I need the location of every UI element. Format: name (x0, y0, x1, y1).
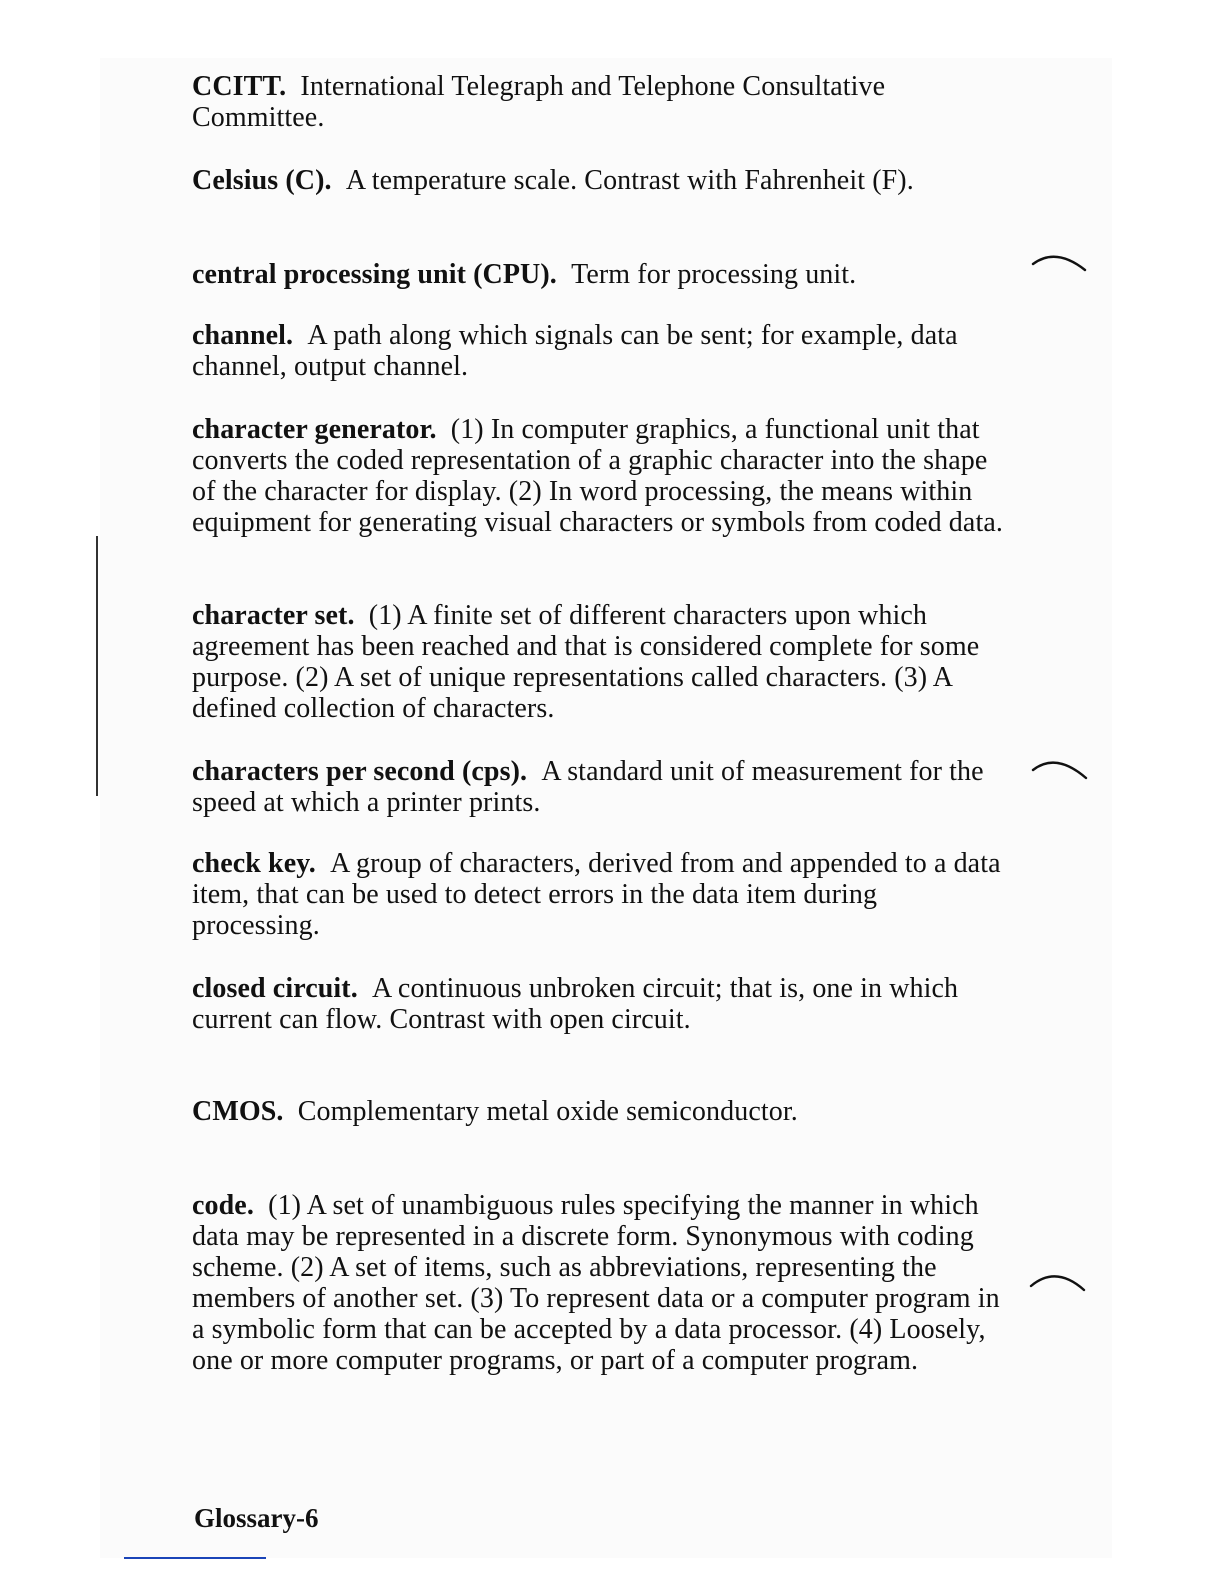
glossary-definition: A group of characters, derived from and appended to a data item, that can be used to detect errors in the data item during processing. (192, 848, 1001, 941)
glossary-definition: Term for processing unit. (571, 259, 857, 290)
glossary-entry-check-key (192, 848, 1012, 941)
glossary-entry-code (192, 1190, 1012, 1376)
glossary-entry-cmos (192, 1096, 1012, 1127)
glossary-term: code. (192, 1190, 254, 1221)
footer-rule (124, 1557, 266, 1559)
glossary-term: character generator. (192, 414, 437, 445)
binder-tab-arc-icon (1030, 250, 1090, 278)
glossary-definition: International Telegraph and Telephone Consultative Committee. (192, 71, 886, 133)
glossary-entry-ccitt (192, 71, 1012, 133)
binder-tab-arc-icon (1028, 1268, 1088, 1296)
revision-change-bar (96, 536, 98, 796)
glossary-entry-character-generator (192, 414, 1012, 538)
glossary-entry-central-processing-unit (192, 259, 1012, 290)
binder-tab-arc-icon (1030, 754, 1090, 782)
glossary-definition: A temperature scale. Contrast with Fahrenheit (F). (345, 165, 914, 196)
page-footer-label: Glossary-6 (194, 1503, 319, 1533)
glossary-term: CCITT. (192, 71, 287, 102)
glossary-term: Celsius (C). (192, 165, 332, 196)
glossary-term: CMOS. (192, 1096, 284, 1127)
glossary-definition: (1) A set of unambiguous rules specifying the manner in which data may be represented in a discrete form. Synonymous with coding scheme. (2) A set of items, such as abbreviations, representing the members of another set. (3) To represent data or a computer program in a symbolic form that can be accepted by a data processor. (4) Loosely, one or more computer programs, or part of a computer program. (192, 1190, 1000, 1376)
glossary-entry-channel (192, 320, 1012, 382)
glossary-term: closed circuit. (192, 973, 358, 1004)
glossary-entry-characters-per-second (192, 756, 1012, 818)
glossary-term: character set. (192, 600, 355, 631)
glossary-term: central processing unit (CPU). (192, 259, 557, 290)
glossary-entry-closed-circuit (192, 973, 1012, 1035)
glossary-definition: A standard unit of measurement for the speed at which a printer prints. (192, 756, 984, 818)
glossary-definition: (1) A finite set of different characters upon which agreement has been reached and that is considered complete for some purpose. (2) A set of unique representations called characters. (3) A defined collection of characters. (192, 600, 980, 724)
glossary-term: channel. (192, 320, 294, 351)
glossary-definition: (1) In computer graphics, a functional unit that converts the coded representation of a graphic character into the shape of the character for display. (2) In word processing, the means within equipment for generating visual characters or symbols from coded data. (192, 414, 1003, 538)
glossary-term: check key. (192, 848, 316, 879)
glossary-definition: A path along which signals can be sent; for example, data channel, output channel. (192, 320, 958, 382)
glossary-definition: A continuous unbroken circuit; that is, one in which current can flow. Contrast with open circuit. (192, 973, 959, 1035)
glossary-entry-celsius (192, 165, 1012, 196)
glossary-term: characters per second (cps). (192, 756, 528, 787)
glossary-entry-character-set (192, 600, 1012, 724)
glossary-definition: Complementary metal oxide semiconductor. (297, 1096, 798, 1127)
